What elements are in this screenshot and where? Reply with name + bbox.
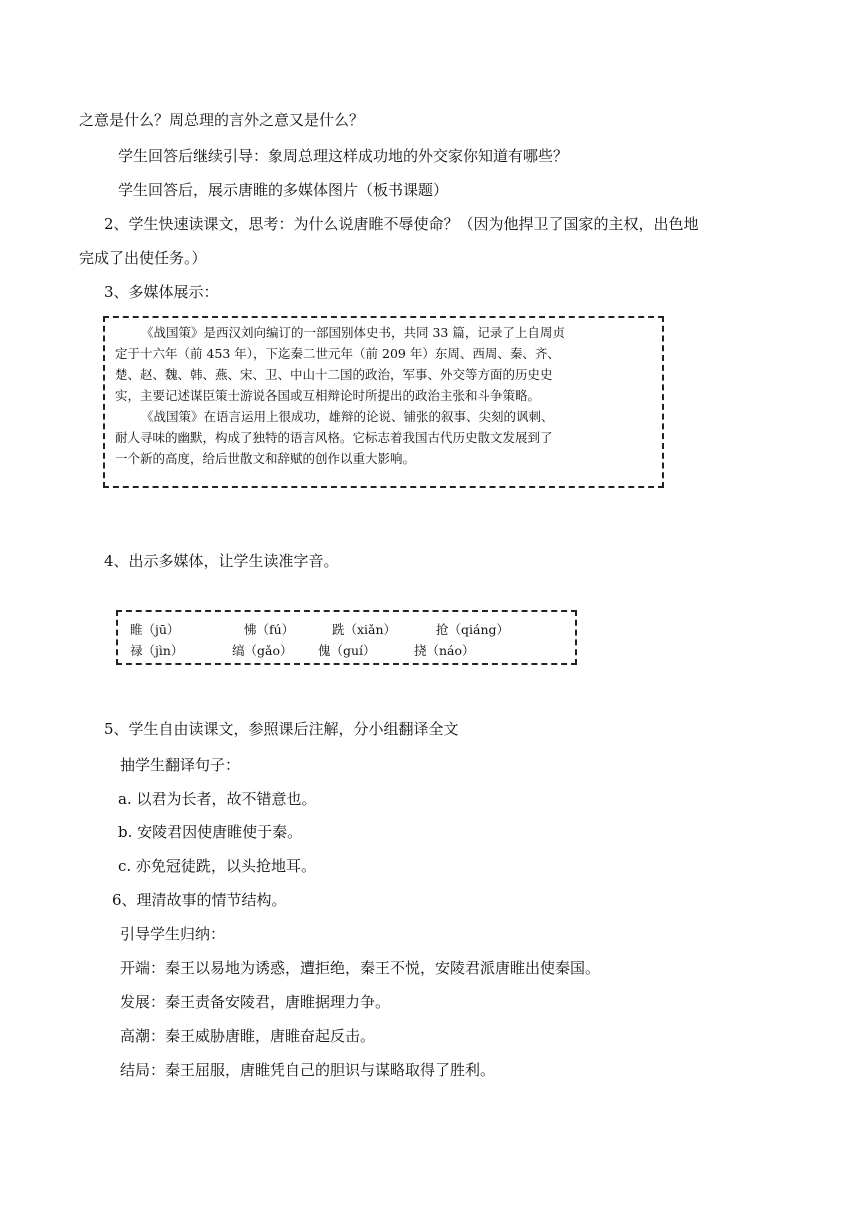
pinyin-item: 傀（guí）	[318, 643, 376, 658]
intro-line: 实，主要记述谋臣策士游说各国或互相辩论时所提出的政治主张和斗争策略。	[115, 388, 541, 403]
section-heading: 4、出示多媒体，让学生读准字音。	[104, 552, 339, 570]
text-line: 之意是什么？周总理的言外之意又是什么？	[79, 111, 365, 129]
pinyin-item: 挠（náo）	[414, 643, 475, 658]
pinyin-textbox	[116, 610, 577, 665]
pinyin-item: 怫（fú）	[244, 622, 295, 637]
sentence-item: b. 安陵君因使唐睢使于秦。	[118, 823, 303, 841]
intro-line: 楚、赵、魏、韩、燕、宋、卫、中山十二国的政治，军事、外交等方面的历史史	[115, 367, 553, 382]
plot-stage: 开端：秦王以易地为诱惑，遭拒绝，秦王不悦，安陵君派唐睢出使秦国。	[120, 959, 601, 977]
text-line: 引导学生归纳：	[120, 925, 226, 943]
plot-stage: 发展：秦王责备安陵君，唐睢据理力争。	[120, 993, 391, 1011]
pinyin-item: 禄（jìn）	[130, 643, 184, 658]
intro-line: 定于十六年（前 453 年），下迄秦二世元年（前 209 年）东周、西周、秦、齐、	[115, 346, 560, 361]
intro-line: 耐人寻味的幽默，构成了独特的语言风格。它标志着我国古代历史散文发展到了	[115, 430, 553, 445]
plot-stage: 结局：秦王屈服，唐睢凭自己的胆识与谋略取得了胜利。	[120, 1061, 496, 1079]
intro-line: 一个新的高度，给后世散文和辞赋的创作以重大影响。	[115, 451, 416, 466]
sentence-item: c. 亦免冠徒跣，以头抢地耳。	[118, 857, 316, 875]
text-line: 2、学生快速读课文，思考：为什么说唐睢不辱使命？（因为他捍卫了国家的主权，出色地	[104, 215, 699, 233]
text-line: 抽学生翻译句子：	[120, 756, 241, 774]
text-line: 学生回答后继续引导：象周总理这样成功地的外交家你知道有哪些？	[118, 147, 569, 165]
text-line: 学生回答后，展示唐睢的多媒体图片（板书课题）	[118, 181, 449, 199]
section-heading: 6、理清故事的情节结构。	[112, 891, 287, 909]
section-heading: 5、学生自由读课文，参照课后注解，分小组翻译全文	[104, 720, 459, 738]
intro-line: 《战国策》在语言运用上很成功，雄辩的论说、铺张的叙事、尖刻的讽刺、	[141, 409, 554, 424]
pinyin-item: 抢（qiáng）	[436, 622, 510, 637]
text-line: 完成了出使任务。）	[79, 249, 207, 267]
pinyin-item: 跣（xiǎn）	[332, 622, 397, 637]
pinyin-item: 睢（jū）	[130, 622, 180, 637]
plot-stage: 高潮：秦王威胁唐睢，唐睢奋起反击。	[120, 1027, 376, 1045]
sentence-item: a. 以君为长者，故不错意也。	[118, 790, 317, 808]
pinyin-item: 缟（gǎo）	[232, 643, 293, 658]
section-heading: 3、多媒体展示：	[104, 283, 219, 301]
intro-textbox	[103, 316, 664, 488]
intro-line: 《战国策》是西汉刘向编订的一部国别体史书，共同 33 篇，记录了上自周贞	[141, 325, 565, 340]
